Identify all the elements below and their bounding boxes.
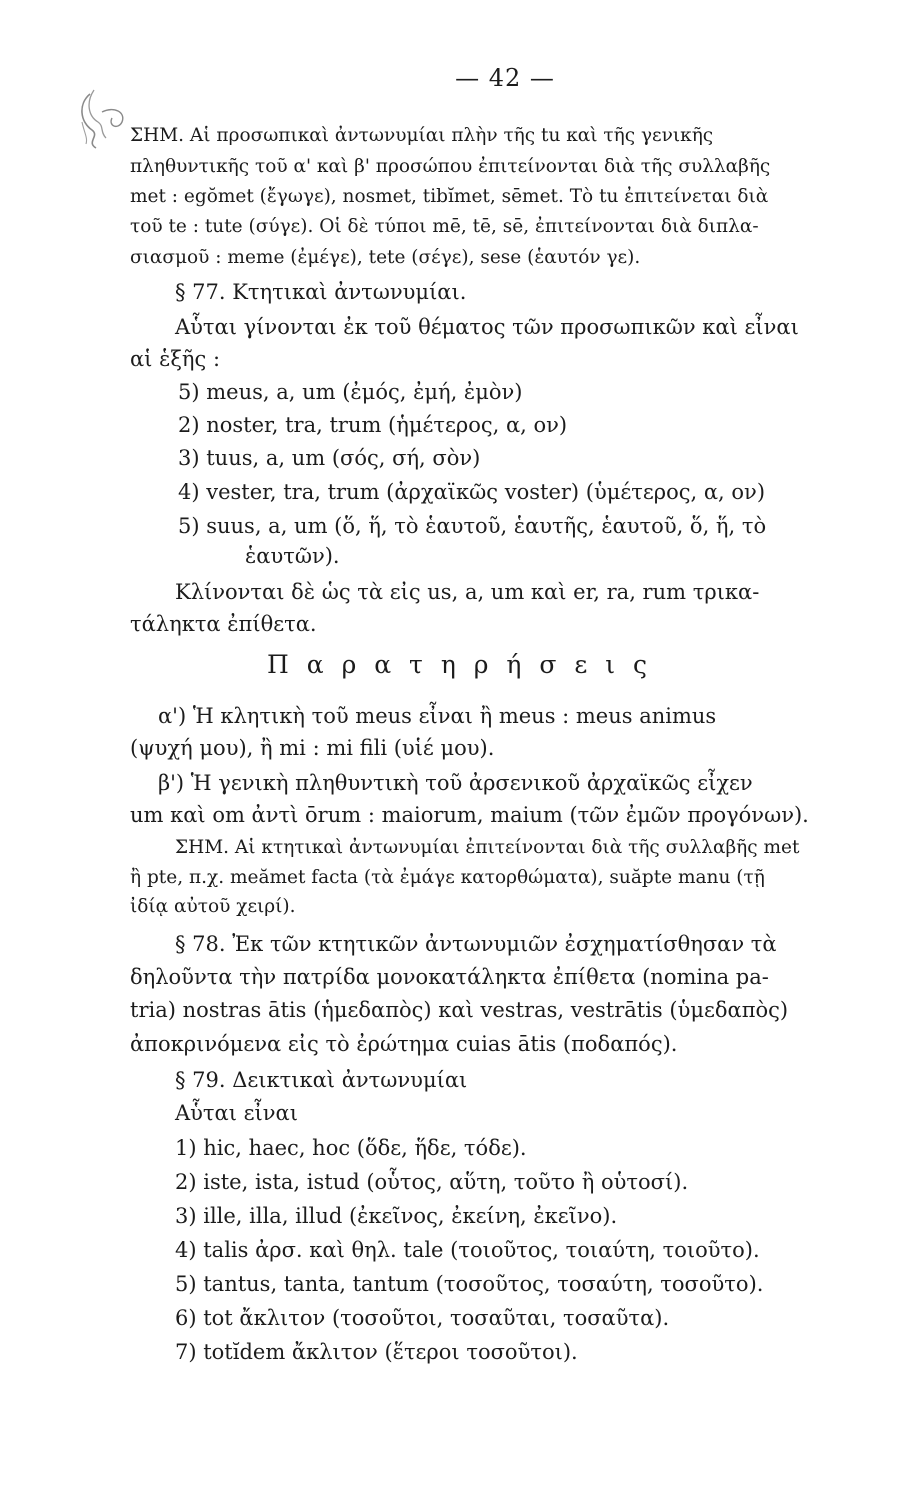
text-line: tria) nostras ātis (ἡμεδαπὸς) καὶ vestras, vestrātis (ὑμεδαπὸς) — [130, 998, 789, 1022]
text-line: τάληκτα ἐπίθετα. — [130, 612, 317, 636]
list-item: 2) noster, tra, trum (ἡμέτερος, α, ον) — [178, 413, 568, 437]
text-line: ΣΗΜ. Αἱ κτητικαὶ ἀντωνυμίαι ἐπιτείνονται διὰ τῆς συλλαβῆς met — [175, 837, 800, 858]
section-heading: § 77. Κτητικαὶ ἀντωνυμίαι. — [175, 280, 467, 304]
page-number: — 42 — — [455, 64, 555, 92]
text-line: Αὗται γίνονται ἐκ τοῦ θέματος τῶν προσωπικῶν καὶ εἶναι — [175, 315, 799, 339]
text-line: (ψυχή μου), ἢ mi : mi fili (υἱέ μου). — [130, 736, 495, 760]
text-line: πληθυντικῆς τοῦ α' καὶ β' προσώπου ἐπιτείνονται διὰ τῆς συλλαβῆς — [130, 156, 771, 177]
list-item: 3) ille, illa, illud (ἐκεῖνος, ἐκείνη, ἐκεῖνο). — [175, 1204, 618, 1228]
section-heading-observations: Π α ρ α τ η ρ ή σ ε ι ς — [267, 650, 652, 679]
text-line: ἢ pte, π.χ. meămet facta (τὰ ἐμάγε κατορθώματα), suăpte manu (τῇ — [130, 867, 765, 888]
list-item: 5) tantus, tanta, tantum (τοσοῦτος, τοσαύτη, τοσοῦτο). — [175, 1272, 764, 1296]
text-line: met : egŏmet (ἔγωγε), nosmet, tibĭmet, sēmet. Τὸ tu ἐπιτείνεται διὰ — [130, 186, 769, 207]
text-line: β') Ἡ γενικὴ πληθυντικὴ τοῦ ἀρσενικοῦ ἀρχαϊκῶς εἶχεν — [158, 771, 753, 795]
list-item: 2) iste, ista, istud (οὗτος, αὕτη, τοῦτο ἢ οὑτοσί). — [175, 1170, 689, 1194]
list-item: 5) meus, a, um (ἐμός, ἐμή, ἐμὸν) — [178, 380, 523, 404]
text-line: ἰδίᾳ αὐτοῦ χειρί). — [130, 896, 296, 917]
list-item: 7) totĭdem ἄκλιτον (ἕτεροι τοσοῦτοι). — [175, 1340, 578, 1364]
list-item: 3) tuus, a, um (σός, σή, σὸν) — [178, 446, 481, 470]
section-heading: § 79. Δεικτικαὶ ἀντωνυμίαι — [175, 1068, 468, 1092]
text-line: τοῦ te : tute (σύγε). Οἱ δὲ τύποι mē, tē, sē, ἐπιτείνονται διὰ διπλα- — [130, 216, 759, 237]
list-item: 6) tot ἄκλιτον (τοσοῦτοι, τοσαῦται, τοσαῦτα). — [175, 1306, 670, 1330]
text-line: σιασμοῦ : meme (ἐμέγε), tete (σέγε), sese (ἑαυτόν γε). — [130, 247, 641, 268]
text-line: um καὶ om ἀντὶ ōrum : maiorum, maium (τῶν ἐμῶν προγόνων). — [130, 803, 809, 827]
list-item-continuation: ἑαυτῶν). — [245, 544, 340, 568]
text-line: ἀποκρινόμενα εἰς τὸ ἐρώτημα cuias ātis (ποδαπός). — [130, 1032, 678, 1056]
text-line: α') Ἡ κλητικὴ τοῦ meus εἶναι ἢ meus : meus animus — [158, 704, 717, 728]
list-item: 5) suus, a, um (ὅ, ἥ, τὸ ἑαυτοῦ, ἑαυτῆς, ἑαυτοῦ, ὅ, ἥ, τὸ — [178, 514, 767, 538]
text-line: Αὗται εἶναι — [175, 1101, 298, 1125]
text-line: δηλοῦντα τὴν πατρίδα μονοκατάληκτα ἐπίθετα (nomina pa- — [130, 965, 769, 989]
list-item: 1) hic, haec, hoc (ὅδε, ἥδε, τόδε). — [175, 1136, 527, 1160]
list-item: 4) talis ἀρσ. καὶ θηλ. tale (τοιοῦτος, τοιαύτη, τοιοῦτο). — [175, 1238, 760, 1262]
text-line: αἱ ἑξῆς : — [130, 347, 221, 371]
pencil-scribble-icon — [72, 82, 132, 152]
text-line: Κλίνονται δὲ ὡς τὰ εἰς us, a, um καὶ er, ra, rum τρικα- — [175, 580, 760, 604]
text-line: ΣΗΜ. Αἱ προσωπικαὶ ἀντωνυμίαι πλὴν τῆς tu καὶ τῆς γενικῆς — [130, 125, 714, 146]
list-item: 4) vester, tra, trum (ἀρχαϊκῶς voster) (ὑμέτερος, α, ον) — [178, 480, 766, 504]
section-heading: § 78. Ἐκ τῶν κτητικῶν ἀντωνυμιῶν ἐσχηματίσθησαν τὰ — [175, 932, 777, 956]
